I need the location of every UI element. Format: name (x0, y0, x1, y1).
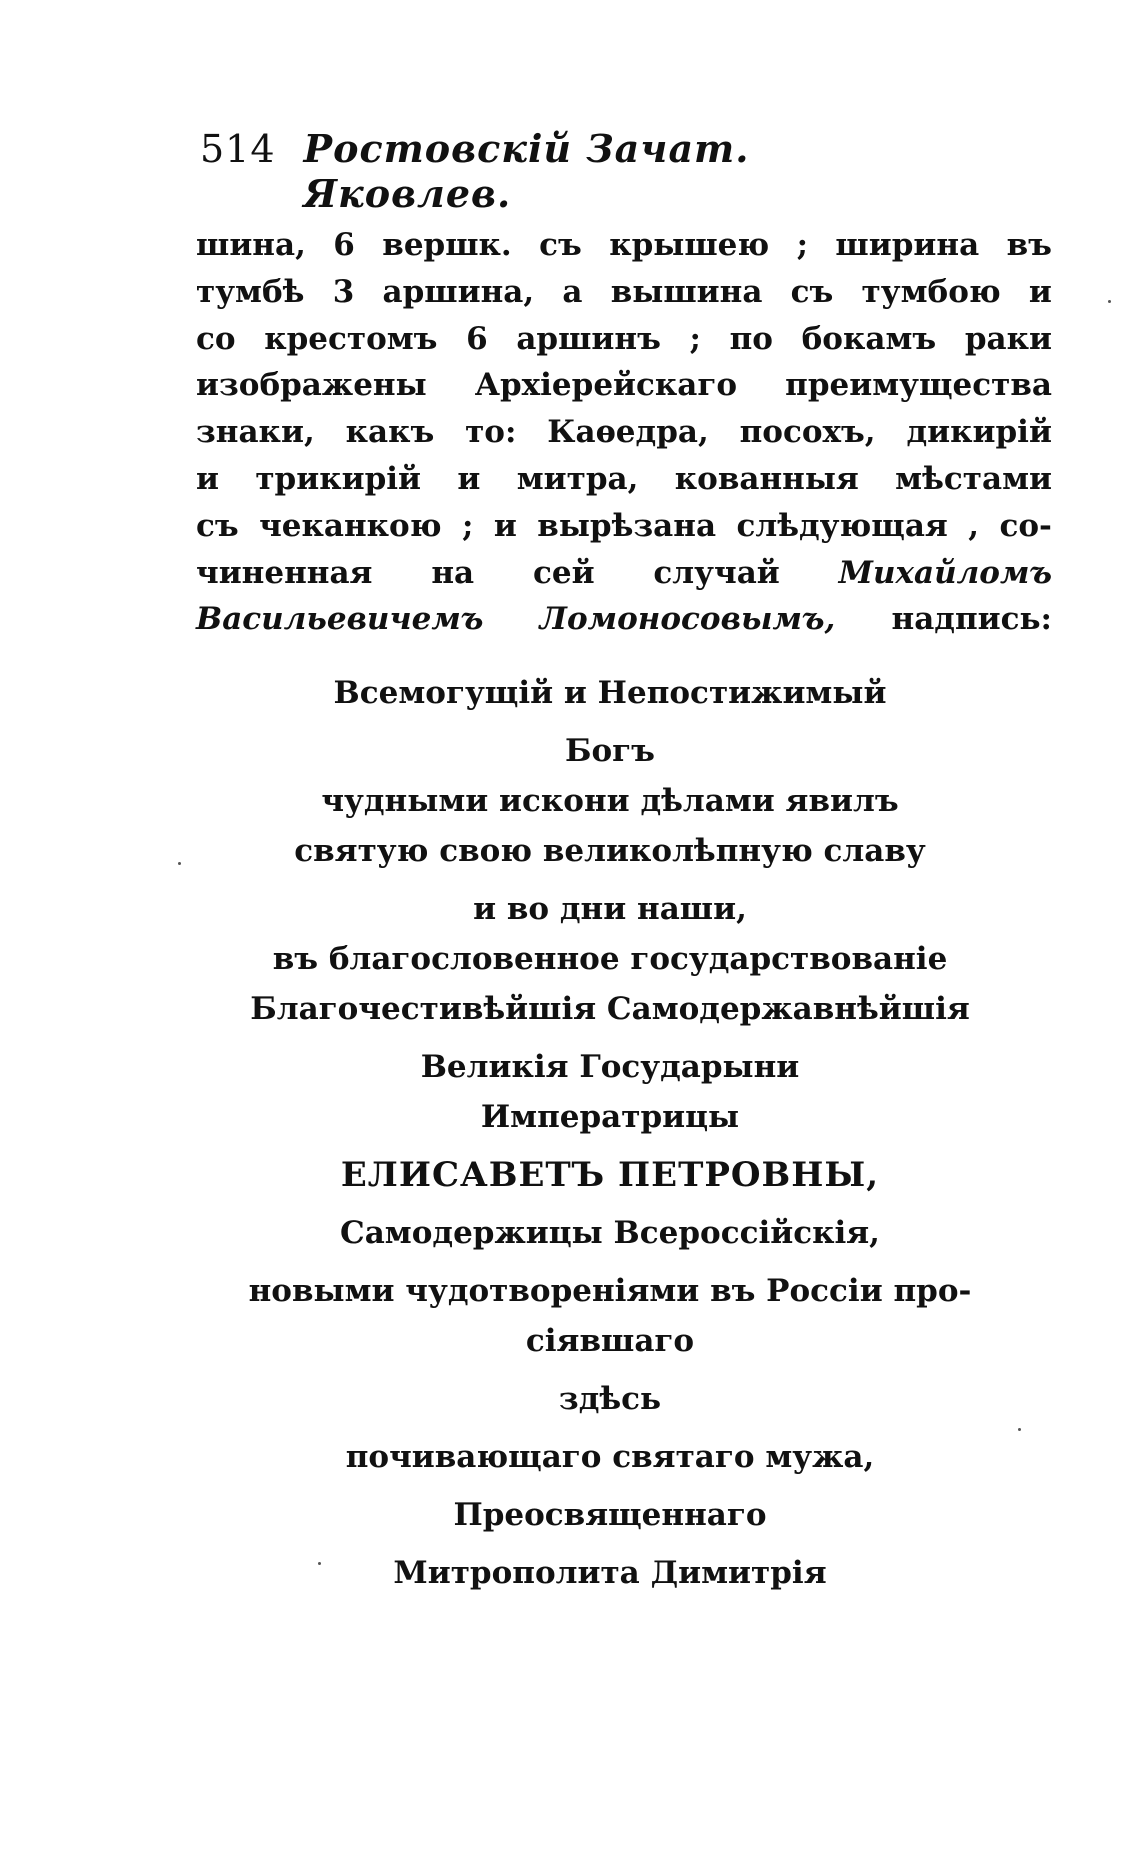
body-word: ; (796, 227, 809, 263)
body-word: и (196, 460, 219, 497)
inscription-line: Митрополита Димитрія (393, 1555, 827, 1591)
body-word: какъ (345, 414, 435, 451)
inscription-line: сіявшаго (525, 1323, 695, 1359)
body-word: и (457, 460, 481, 497)
inscription-line: чудными искони дѣлами явилъ (321, 783, 899, 819)
body-word: Архіерейскаго (474, 367, 738, 404)
body-word: раки (964, 320, 1052, 357)
scan-speck (1108, 300, 1111, 303)
body-line (196, 362, 1052, 409)
body-word: тумбѣ (196, 273, 305, 310)
body-word: ; (689, 320, 701, 357)
running-title: Ростовскій Зачат. Яковлев. (303, 126, 750, 216)
body-word: Ломоносовымъ, (539, 601, 836, 638)
inscription-line: Самодержицы Всероссійскія, (340, 1215, 880, 1251)
body-word: съ (539, 227, 582, 263)
body-word: крестомъ (264, 320, 438, 357)
body-word: аршина, (382, 273, 535, 310)
inscription-line: новыми чудотвореніями въ Россіи про- (248, 1273, 972, 1309)
body-word: сей (532, 554, 595, 591)
body-word: мѣстами (895, 460, 1052, 497)
inscription-line: Всемогущій и Непостижимый (333, 675, 887, 711)
body-word: Михайломъ (838, 554, 1052, 591)
body-word: , (968, 507, 980, 544)
body-paragraph (196, 222, 1052, 643)
scan-speck (178, 862, 181, 865)
body-word: 6 (466, 320, 488, 357)
body-word: 3 (332, 273, 355, 310)
body-word: надпись: (891, 601, 1052, 638)
inscription-line: святую свою великолѣпную славу (294, 833, 926, 869)
body-word: случай (653, 554, 780, 591)
body-line (196, 456, 1052, 503)
inscription-line: Преосвященнаго (453, 1497, 767, 1533)
body-word: и (493, 507, 517, 544)
body-word: шина, (196, 227, 306, 263)
body-word: съ (790, 273, 834, 310)
inscription-line: Богъ (565, 733, 655, 769)
body-word: ; (461, 507, 474, 544)
body-word: съ (196, 507, 239, 544)
body-word: Васильевичемъ (196, 601, 484, 638)
body-word: вырѣзана (537, 507, 717, 544)
body-line (196, 596, 1052, 643)
inscription-line: Благочестивѣйшія Самодержавнѣйшія (250, 991, 970, 1027)
body-word: на (431, 554, 475, 591)
body-word: вершк. (382, 227, 512, 263)
inscription-line: Императрицы (480, 1099, 740, 1135)
body-word: тумбою (861, 273, 1001, 310)
body-word: кованныя (674, 460, 859, 497)
body-line (196, 503, 1052, 550)
body-word: знаки, (196, 414, 315, 451)
body-word: а (562, 273, 583, 310)
body-word: по (729, 320, 773, 357)
running-header (200, 126, 940, 216)
body-word: дикирій (906, 414, 1052, 451)
body-word: ширина (835, 227, 980, 263)
body-line (196, 316, 1052, 363)
body-word: бокамъ (801, 320, 937, 357)
inscription-line: въ благословенное государствованіе (272, 941, 948, 977)
body-word: чеканкою (259, 507, 442, 544)
body-word: слѣдующая (736, 507, 948, 544)
body-line (196, 269, 1052, 316)
body-word: въ (1006, 227, 1052, 263)
inscription-line: почивающаго святаго мужа, (345, 1439, 875, 1475)
page-number: 514 (200, 127, 276, 171)
inscription-line: и во дни наши, (473, 891, 747, 927)
scan-speck (318, 1562, 321, 1565)
inscription-line: Великія Государыни (420, 1049, 800, 1085)
inscription-block (150, 668, 1070, 1598)
body-word: Каѳедра, (547, 414, 709, 451)
body-word: со (196, 320, 236, 357)
body-word: преимущества (785, 367, 1052, 404)
body-word: 6 (333, 227, 355, 263)
body-word: со- (999, 507, 1052, 544)
body-word: чиненная (196, 554, 373, 591)
inscription-line: ЕЛИСАВЕТЪ ПЕТРОВНЫ, (340, 1155, 880, 1195)
body-word: крышею (609, 227, 770, 263)
body-line (196, 550, 1052, 597)
body-word: и (1028, 273, 1052, 310)
body-word: трикирій (255, 460, 422, 497)
body-line (196, 222, 1052, 269)
body-word: посохъ, (739, 414, 876, 451)
body-word: то: (465, 414, 517, 451)
body-word: вышина (610, 273, 763, 310)
body-word: митра, (516, 460, 639, 497)
scan-speck (1018, 1428, 1021, 1431)
body-word: изображены (196, 367, 427, 404)
body-word: аршинъ (516, 320, 661, 357)
inscription-line: здѣсь (558, 1381, 662, 1417)
body-line (196, 409, 1052, 456)
